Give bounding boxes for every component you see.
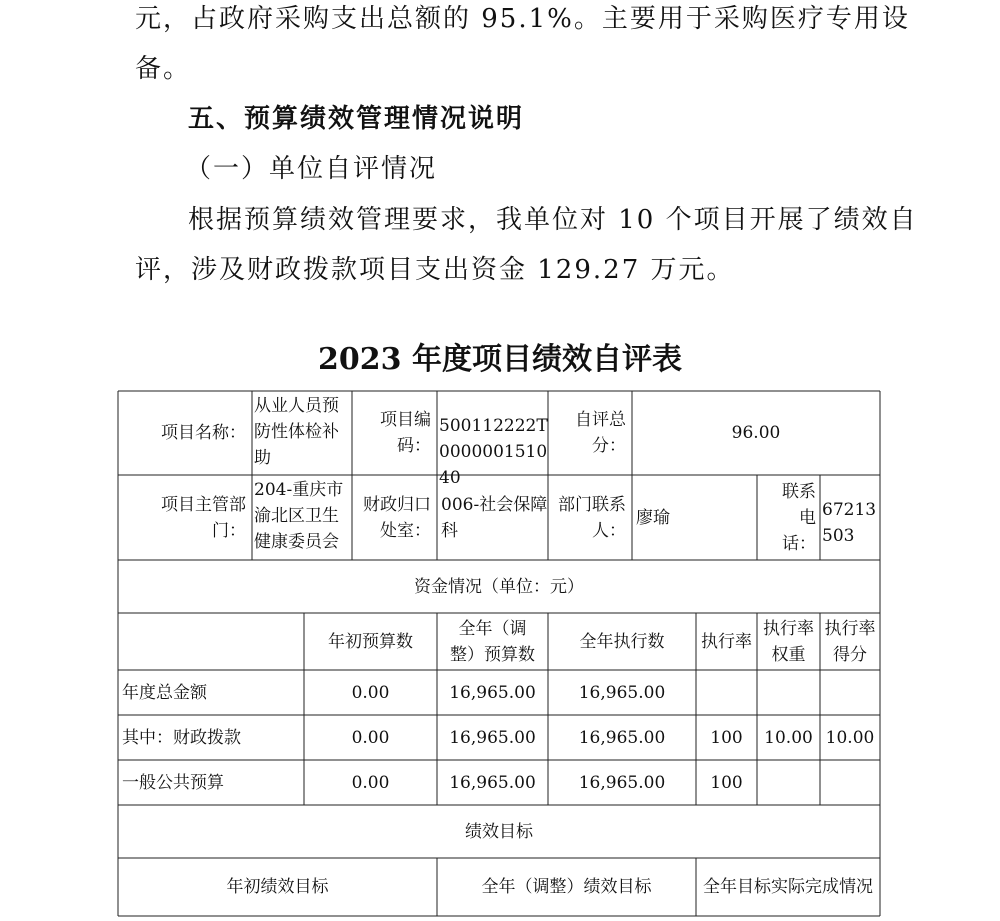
funds-row-score — [820, 760, 880, 805]
perf-initial-goal: 年初绩效目标 — [226, 877, 329, 897]
paragraph-line: 元，占政府采购支出总额的 95.1%。主要用于采购医疗专用设 — [135, 4, 910, 34]
funds-row-weight: 10.00 — [764, 727, 813, 748]
funds-row-adjusted: 16,965.00 — [449, 682, 536, 703]
funds-row-executed: 16,965.00 — [578, 772, 666, 793]
funds-row-initial: 0.00 — [351, 727, 390, 748]
paragraph-line: 评，涉及财政拨款项目支出资金 129.27 万元。 — [135, 255, 735, 285]
table-title: 2023 年度项目绩效自评表 — [318, 342, 682, 377]
col-initial-budget: 年初预算数 — [328, 631, 413, 652]
self-score-value: 96.00 — [731, 423, 781, 443]
col-rate-score: 执行率得分 — [824, 618, 876, 665]
funds-row-label: 一般公共预算 — [122, 772, 224, 793]
funds-row-label: 其中：财政拨款 — [122, 727, 241, 748]
funds-row-executed: 16,965.00 — [578, 682, 666, 703]
phone-value: 67213503 — [822, 500, 877, 546]
funds-row-initial: 0.00 — [351, 772, 390, 793]
col-rate: 执行率 — [701, 631, 752, 652]
col-rate-weight: 执行率权重 — [763, 618, 814, 665]
funds-row-score — [820, 670, 880, 715]
funds-row-adjusted: 16,965.00 — [449, 727, 536, 748]
funds-row-executed: 16,965.00 — [578, 727, 666, 748]
project-code-value: 500112222T000000151040 — [439, 416, 548, 488]
subsection-heading: （一）单位自评情况 — [185, 154, 438, 184]
funds-row-initial: 0.00 — [351, 682, 390, 703]
paragraph-line: 根据预算绩效管理要求，我单位对 10 个项目开展了绩效自 — [188, 205, 918, 235]
contact-value: 廖瑜 — [636, 507, 670, 528]
project-name-value: 从业人员预防性体检补助 — [254, 396, 339, 468]
funds-row-label: 年度总金额 — [122, 682, 207, 703]
dept-label: 项目主管部门： — [161, 494, 246, 541]
funds-row-adjusted: 16,965.00 — [449, 772, 536, 793]
office-label: 财政归口处室： — [363, 494, 431, 541]
contact-label: 部门联系人： — [558, 494, 626, 541]
funds-row-rate: 100 — [710, 727, 743, 748]
col-executed: 全年执行数 — [579, 631, 665, 652]
perf-header: 绩效目标 — [465, 821, 533, 842]
paragraph-line: 备。 — [135, 54, 192, 84]
self-score-label: 自评总分： — [575, 410, 626, 456]
project-code-label: 项目编码： — [380, 410, 431, 456]
funds-row-score: 10.00 — [825, 727, 875, 748]
perf-adjusted-goal: 全年（调整）绩效目标 — [481, 877, 652, 897]
funds-row-rate: 100 — [710, 772, 743, 793]
funds-row-weight — [757, 760, 820, 805]
funds-row-rate — [696, 670, 757, 715]
funds-header: 资金情况（单位：元） — [414, 576, 584, 597]
dept-value: 204-重庆市渝北区卫生健康委员会 — [254, 480, 344, 552]
funds-row-weight — [757, 670, 820, 715]
project-name-label: 项目名称： — [161, 423, 246, 443]
office-value: 006-社会保障科 — [441, 494, 548, 541]
col-adjusted-budget: 全年（调整）预算数 — [450, 618, 535, 665]
perf-actual: 全年目标实际完成情况 — [703, 877, 873, 897]
phone-label: 联系电话： — [782, 481, 816, 554]
section-heading: 五、预算绩效管理情况说明 — [188, 104, 525, 134]
